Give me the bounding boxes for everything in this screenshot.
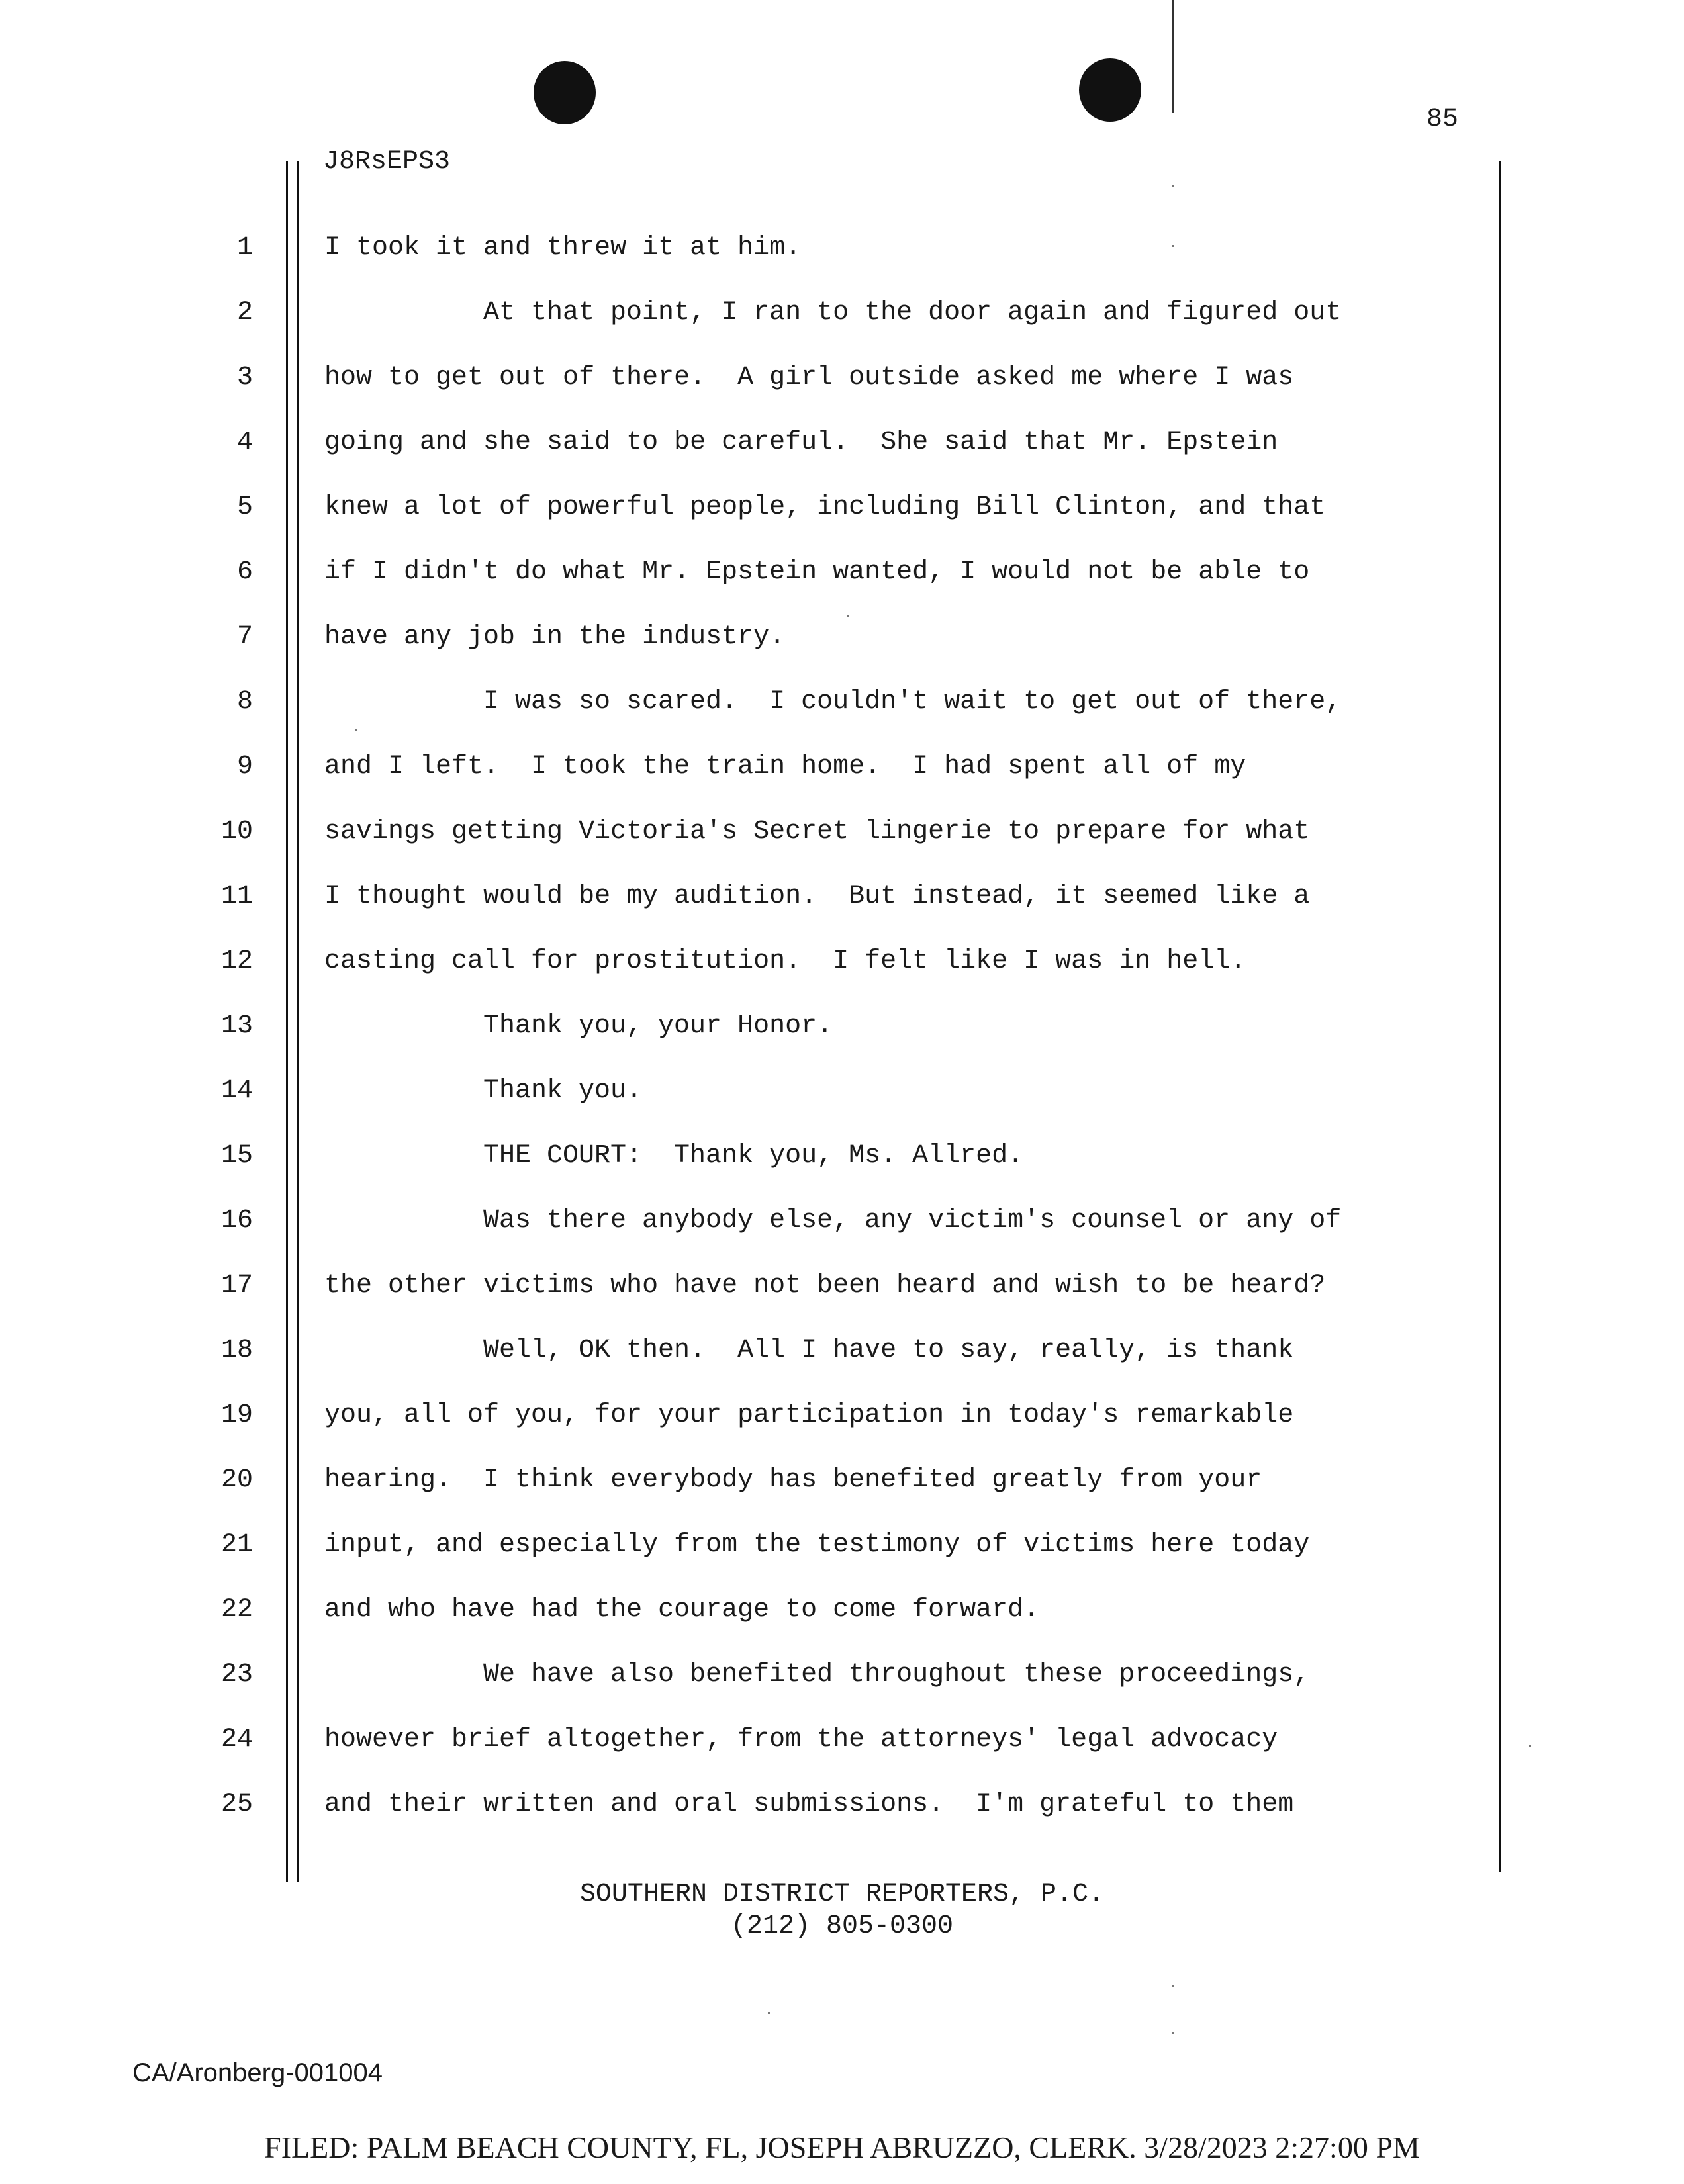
left-margin-rule: [286, 161, 288, 1882]
left-margin-rule: [297, 161, 299, 1882]
scan-speck: [1172, 185, 1174, 187]
transcript-line: you, all of you, for your participation in today's remarkable: [324, 1400, 1294, 1430]
line-number: 20: [220, 1465, 253, 1495]
punch-hole: [534, 61, 596, 124]
transcript-line: if I didn't do what Mr. Epstein wanted, I would not be able to: [324, 557, 1310, 587]
reporter-phone: (212) 805-0300: [730, 1911, 954, 1941]
transcript-line: the other victims who have not been heard and wish to be heard?: [324, 1271, 1326, 1300]
line-number: 19: [220, 1400, 253, 1430]
line-number: 21: [220, 1530, 253, 1560]
scan-speck: [1529, 1745, 1531, 1747]
line-number: 22: [220, 1595, 253, 1625]
transcript-line: and who have had the courage to come forward.: [324, 1595, 1040, 1625]
scan-speck: [355, 729, 357, 731]
line-number: 18: [220, 1336, 253, 1365]
line-number: 16: [220, 1206, 253, 1236]
bates-number: CA/Aronberg-001004: [132, 2058, 383, 2087]
line-number: 11: [220, 882, 253, 911]
scan-speck: [1172, 2032, 1174, 2034]
transcript-line: THE COURT: Thank you, Ms. Allred.: [483, 1141, 1024, 1171]
scan-speck: [1172, 1985, 1174, 1987]
line-number: 6: [236, 557, 253, 587]
line-number: 1: [236, 233, 253, 263]
scan-speck: [1172, 245, 1174, 247]
line-number: 9: [236, 752, 253, 782]
line-number: 13: [220, 1011, 253, 1041]
line-number: 3: [236, 363, 253, 392]
scan-speck: [847, 615, 849, 617]
right-margin-rule: [1499, 161, 1501, 1872]
transcript-line: going and she said to be careful. She said that Mr. Epstein: [324, 428, 1278, 457]
transcript-line: Thank you, your Honor.: [483, 1011, 833, 1041]
transcript-line: casting call for prostitution. I felt like I was in hell.: [324, 946, 1246, 976]
page-number: 85: [1427, 105, 1459, 134]
transcript-line: savings getting Victoria's Secret lingerie to prepare for what: [324, 817, 1310, 846]
case-code: J8RsEPS3: [323, 147, 451, 177]
line-number: 7: [236, 622, 253, 652]
transcript-line: We have also benefited throughout these proceedings,: [483, 1660, 1310, 1690]
transcript-line: Thank you.: [483, 1076, 643, 1106]
line-number: 10: [220, 817, 253, 846]
transcript-line: knew a lot of powerful people, including Bill Clinton, and that: [324, 492, 1326, 522]
line-number: 4: [236, 428, 253, 457]
transcript-line: have any job in the industry.: [324, 622, 786, 652]
transcript-line: and their written and oral submissions. I'm grateful to them: [324, 1790, 1294, 1819]
transcript-line: I took it and threw it at him.: [324, 233, 802, 263]
reporter-name: SOUTHERN DISTRICT REPORTERS, P.C.: [579, 1880, 1105, 1909]
transcript-line: how to get out of there. A girl outside asked me where I was: [324, 363, 1294, 392]
filed-stamp: FILED: PALM BEACH COUNTY, FL, JOSEPH ABRUZZO, CLERK. 3/28/2023 2:27:00 PM: [264, 2130, 1420, 2164]
line-number: 8: [236, 687, 253, 717]
transcript-line: I thought would be my audition. But instead, it seemed like a: [324, 882, 1310, 911]
line-number: 23: [220, 1660, 253, 1690]
transcript-line: At that point, I ran to the door again and figured out: [483, 298, 1342, 328]
transcript-line: I was so scared. I couldn't wait to get out of there,: [483, 687, 1342, 717]
line-number: 14: [220, 1076, 253, 1106]
line-number: 17: [220, 1271, 253, 1300]
punch-hole: [1079, 58, 1141, 122]
line-number: 12: [220, 946, 253, 976]
scan-artifact-line: [1172, 0, 1174, 113]
transcript-line: and I left. I took the train home. I had spent all of my: [324, 752, 1246, 782]
transcript-line: input, and especially from the testimony of victims here today: [324, 1530, 1310, 1560]
transcript-line: however brief altogether, from the attorneys' legal advocacy: [324, 1725, 1278, 1754]
line-number: 25: [220, 1790, 253, 1819]
line-number: 15: [220, 1141, 253, 1171]
scan-speck: [768, 2012, 770, 2014]
line-number: 5: [236, 492, 253, 522]
line-number: 24: [220, 1725, 253, 1754]
transcript-line: Well, OK then. All I have to say, really, is thank: [483, 1336, 1294, 1365]
transcript-line: Was there anybody else, any victim's counsel or any of: [483, 1206, 1342, 1236]
line-number: 2: [236, 298, 253, 328]
transcript-line: hearing. I think everybody has benefited greatly from your: [324, 1465, 1262, 1495]
